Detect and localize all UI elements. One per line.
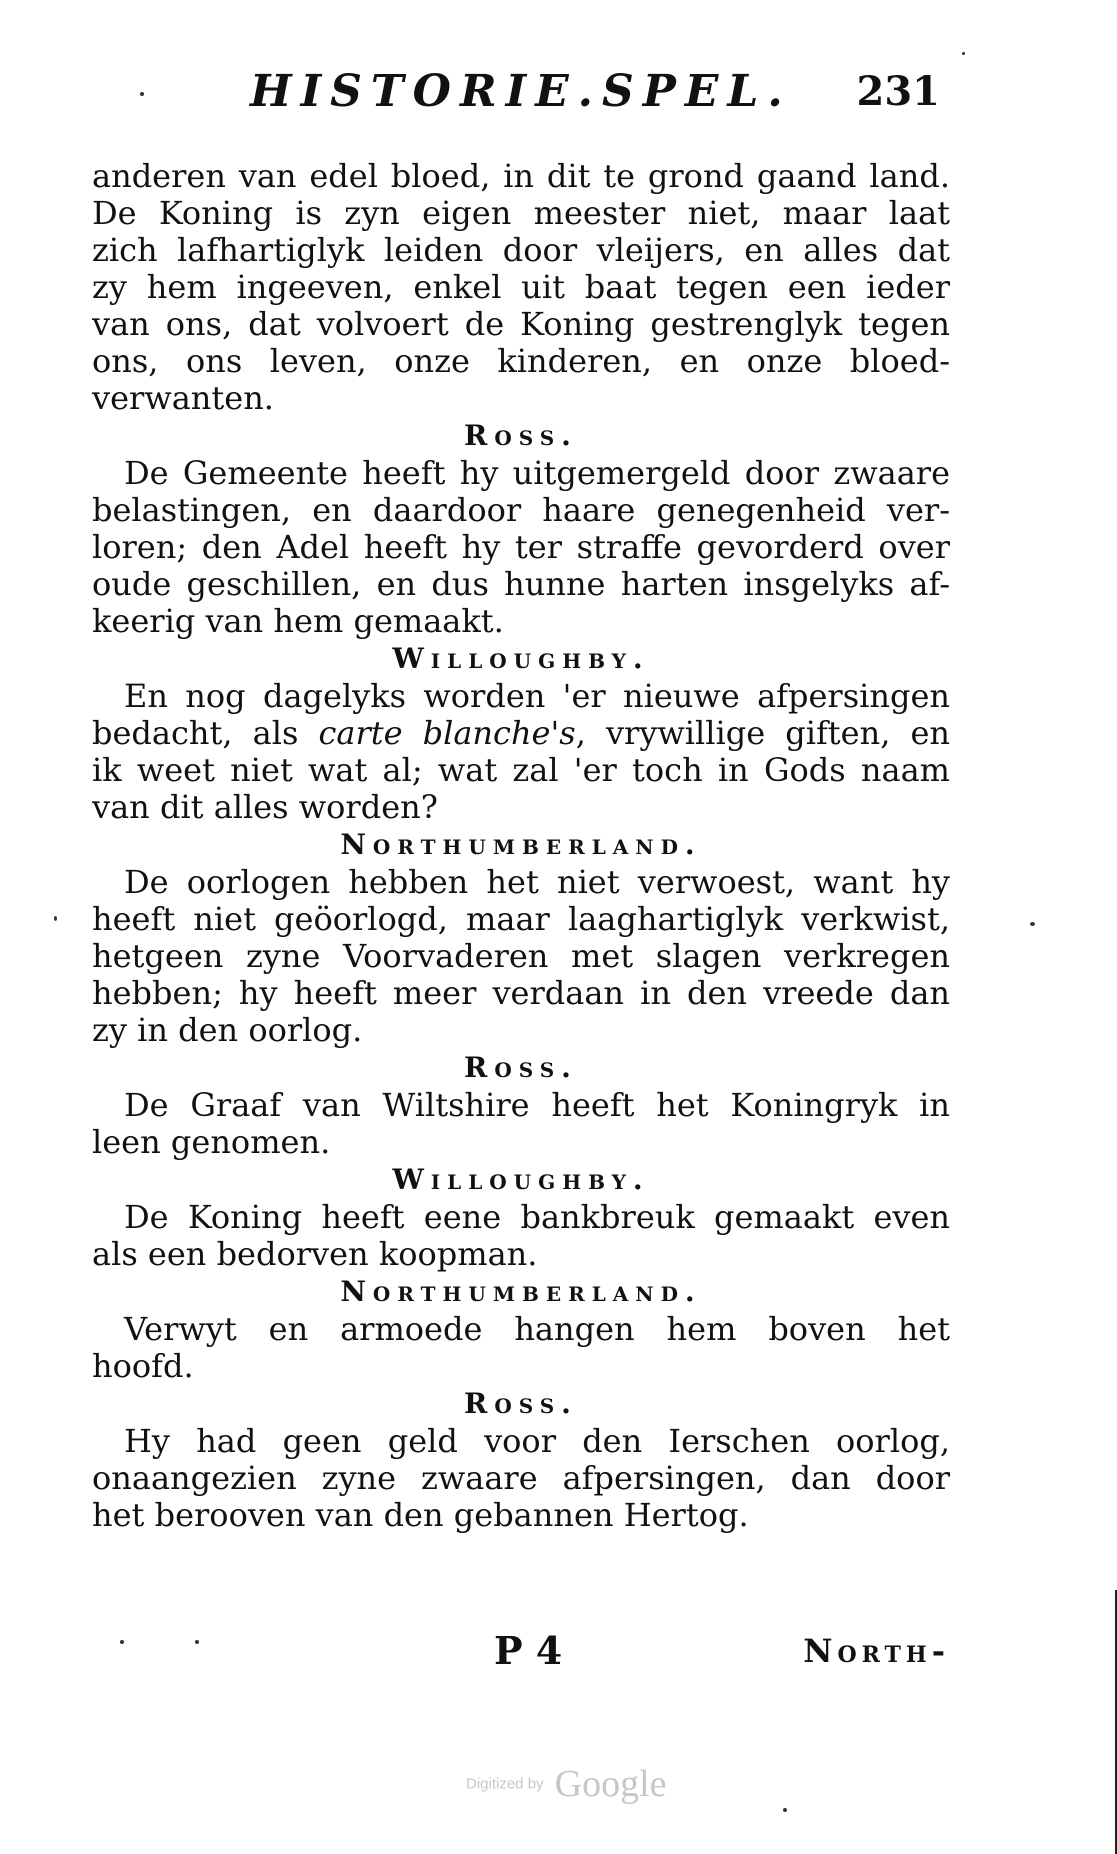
text-line: En nog dagelyks worden 'er nieuwe afpersingen bbox=[124, 677, 950, 715]
text-line: als een bedorven koopman. bbox=[92, 1235, 538, 1273]
speaker-heading: Willoughby. bbox=[392, 642, 650, 675]
page-body bbox=[92, 158, 950, 1534]
running-head: HISTORIE.SPEL. bbox=[250, 66, 792, 117]
text-line: hetgeen zyne Voorvaderen met slagen verkregen bbox=[92, 937, 950, 975]
text-line: bedacht, als carte blanche's, vrywillige giften, en bbox=[92, 714, 950, 752]
speaker-heading: Ross. bbox=[464, 1051, 578, 1084]
text-line: loren; den Adel heeft hy ter straffe gevorderd over bbox=[92, 528, 950, 566]
paragraph bbox=[92, 158, 950, 417]
text-line: oude geschillen, en dus hunne harten insgelyks af- bbox=[92, 565, 950, 603]
text-line: ik weet niet wat al; wat zal 'er toch in Gods naam bbox=[92, 751, 950, 789]
speaker-heading: Northumberland. bbox=[340, 1275, 702, 1308]
speaker-heading: Willoughby. bbox=[392, 1163, 650, 1196]
text-line: Hy had geen geld voor den Ierschen oorlog, bbox=[124, 1422, 950, 1460]
text-line: De Graaf van Wiltshire heeft het Koningryk in bbox=[124, 1086, 950, 1124]
print-speck bbox=[1030, 922, 1035, 926]
watermark-logo: Google bbox=[554, 1763, 667, 1805]
print-speck bbox=[140, 92, 144, 96]
text-line: keerig van hem gemaakt. bbox=[92, 602, 504, 640]
print-speck bbox=[120, 1640, 124, 1644]
text-line: De Koning is zyn eigen meester niet, maar laat bbox=[92, 194, 950, 232]
paragraph bbox=[92, 455, 950, 640]
text-line: van ons, dat volvoert de Koning gestrenglyk tegen bbox=[92, 305, 950, 343]
text-line: hebben; hy heeft meer verdaan in den vreede dan bbox=[92, 974, 950, 1012]
text-line: onaangezien zyne zwaare afpersingen, dan door bbox=[92, 1459, 950, 1497]
catchword: North- bbox=[803, 1632, 950, 1670]
page-header bbox=[240, 66, 940, 126]
print-speck bbox=[962, 52, 965, 55]
text-line: De Gemeente heeft hy uitgemergeld door zwaare bbox=[124, 454, 950, 492]
page-number: 231 bbox=[856, 68, 940, 115]
text-line: ons, ons leven, onze kinderen, en onze bloed- bbox=[92, 342, 950, 380]
text-line: heeft niet geöorlogd, maar laaghartiglyk verkwist, bbox=[92, 900, 950, 938]
text-line: zy hem ingeeven, enkel uit baat tegen een ieder bbox=[92, 268, 950, 306]
print-speck bbox=[54, 916, 57, 921]
speaker-heading: Northumberland. bbox=[340, 828, 702, 861]
print-speck bbox=[195, 1640, 199, 1644]
text-line: Verwyt en armoede hangen hem boven het bbox=[124, 1310, 950, 1348]
paragraph bbox=[92, 1199, 950, 1273]
paragraph bbox=[92, 1087, 950, 1161]
text-line: het berooven van den gebannen Hertog. bbox=[92, 1496, 749, 1534]
print-speck bbox=[783, 1808, 787, 1812]
text-line: belastingen, en daardoor haare genegenheid ver- bbox=[92, 491, 950, 529]
text-line: De Koning heeft eene bankbreuk gemaakt even bbox=[124, 1198, 950, 1236]
paragraph bbox=[92, 1423, 950, 1534]
speaker-heading: Ross. bbox=[464, 419, 578, 452]
text-line: De oorlogen hebben het niet verwoest, want hy bbox=[124, 863, 950, 901]
page-footer bbox=[92, 1628, 950, 1678]
paragraph bbox=[92, 678, 950, 826]
paragraph bbox=[92, 1311, 950, 1385]
text-line: zy in den oorlog. bbox=[92, 1011, 363, 1049]
text-line: anderen van edel bloed, in dit te grond gaand land. bbox=[92, 157, 950, 195]
watermark-prefix: Digitized by bbox=[466, 1775, 544, 1793]
text-line: verwanten. bbox=[92, 379, 274, 417]
text-line: van dit alles worden? bbox=[92, 788, 438, 826]
text-line: zich lafhartiglyk leiden door vleijers, en alles dat bbox=[92, 231, 950, 269]
digitization-watermark bbox=[466, 1762, 706, 1806]
text-line: leen genomen. bbox=[92, 1123, 331, 1161]
italic-phrase: carte blanche's bbox=[318, 714, 576, 752]
signature-mark: P 4 bbox=[494, 1628, 563, 1673]
text-line: hoofd. bbox=[92, 1347, 194, 1385]
speaker-heading: Ross. bbox=[464, 1387, 578, 1420]
paragraph bbox=[92, 864, 950, 1049]
